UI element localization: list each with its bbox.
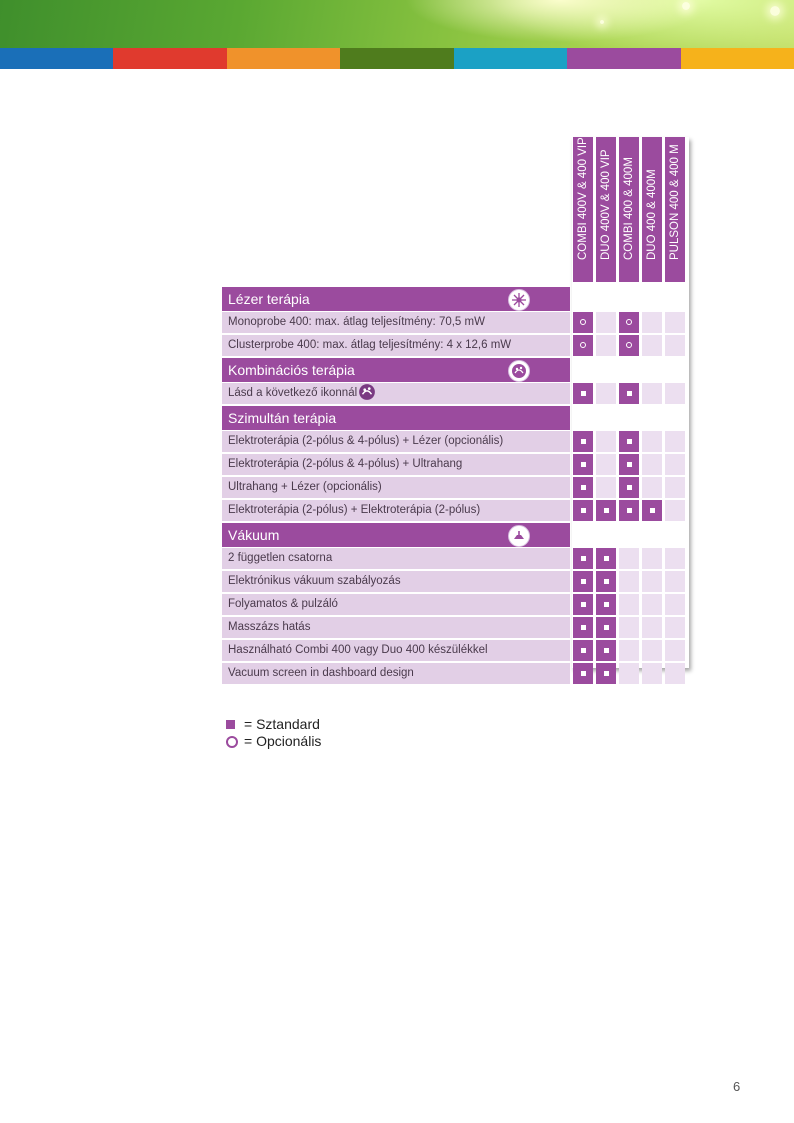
- table-cell: [619, 594, 639, 615]
- optional-circle-icon: [580, 342, 586, 348]
- row-label-text: Monoprobe 400: max. átlag teljesítmény: 70,5 mW: [228, 316, 485, 328]
- standard-square-icon: [581, 439, 586, 444]
- column-header: [596, 137, 616, 282]
- legend-optional: = Opcionális: [226, 733, 321, 750]
- row-label-text: 2 független csatorna: [228, 552, 333, 564]
- standard-square-icon: [581, 648, 586, 653]
- column-header-label: DUO 400V & 400 VIP: [600, 149, 612, 260]
- standard-square-icon: [581, 625, 586, 630]
- header-banner: [0, 0, 794, 48]
- standard-square-icon: [581, 462, 586, 467]
- table-cell: [665, 335, 685, 356]
- combination-icon: [358, 383, 376, 401]
- row-label-text: Lásd a következő ikonnál: [228, 387, 358, 399]
- section-title: Kombinációs terápia: [222, 358, 570, 382]
- standard-square-icon: [581, 579, 586, 584]
- row-label-text: Masszázs hatás: [228, 621, 311, 633]
- table-cell: [619, 312, 639, 333]
- table-cell: [665, 571, 685, 592]
- table-cell: [573, 663, 593, 684]
- table-cell: [596, 571, 616, 592]
- standard-square-icon: [581, 602, 586, 607]
- optional-circle-icon: [580, 319, 586, 325]
- row-label: [222, 594, 570, 615]
- table-cell: [573, 431, 593, 452]
- table-cell: [642, 571, 662, 592]
- standard-square-icon: [581, 671, 586, 676]
- table-cell: [596, 548, 616, 569]
- table-cell: [619, 500, 639, 521]
- table-cell: [573, 477, 593, 498]
- table-cell: [573, 454, 593, 475]
- table-cell: [596, 477, 616, 498]
- table-cell: [665, 312, 685, 333]
- standard-square-icon: [581, 485, 586, 490]
- standard-square-icon: [581, 556, 586, 561]
- table-cell: [619, 335, 639, 356]
- row-label: [222, 548, 570, 569]
- table-cell: [619, 663, 639, 684]
- table-cell: [642, 383, 662, 404]
- vacuum-icon: [508, 525, 530, 547]
- color-stripe: [681, 48, 794, 69]
- legend: [226, 716, 321, 750]
- standard-square-icon: [627, 439, 632, 444]
- row-label-text: Clusterprobe 400: max. átlag teljesítmény: 4 x 12,6 mW: [228, 339, 512, 351]
- standard-square-icon: [627, 485, 632, 490]
- optional-circle-icon: [226, 736, 238, 748]
- table-cell: [596, 383, 616, 404]
- standard-square-icon: [627, 508, 632, 513]
- column-header-label: COMBI 400V & 400 VIP: [577, 137, 589, 260]
- column-header-label: PULSON 400 & 400 M: [669, 144, 681, 260]
- column-header: [573, 137, 593, 282]
- table-cell: [596, 663, 616, 684]
- table-cell: [665, 454, 685, 475]
- optional-circle-icon: [626, 319, 632, 325]
- column-header: [619, 137, 639, 282]
- table-cell: [642, 454, 662, 475]
- standard-square-icon: [604, 648, 609, 653]
- standard-square-icon: [226, 720, 235, 729]
- table-cell: [665, 477, 685, 498]
- table-cell: [665, 617, 685, 638]
- standard-square-icon: [627, 391, 632, 396]
- table-cell: [665, 548, 685, 569]
- section-title: Vákuum: [222, 523, 570, 547]
- table-cell: [596, 335, 616, 356]
- table-cell: [665, 640, 685, 661]
- row-label: [222, 663, 570, 684]
- row-label-text: Ultrahang + Lézer (opcionális): [228, 481, 382, 493]
- color-stripe: [567, 48, 680, 69]
- row-label: [222, 640, 570, 661]
- optional-circle-icon: [626, 342, 632, 348]
- standard-square-icon: [604, 625, 609, 630]
- row-label-text: Elektroterápia (2-pólus & 4-pólus) + Lézer (opcionális): [228, 435, 504, 447]
- column-header: [665, 137, 685, 282]
- table-cell: [573, 335, 593, 356]
- table-cell: [619, 548, 639, 569]
- table-cell: [665, 594, 685, 615]
- standard-square-icon: [581, 508, 586, 513]
- row-label-text: Vacuum screen in dashboard design: [228, 667, 414, 679]
- table-cell: [642, 477, 662, 498]
- table-cell: [596, 454, 616, 475]
- table-cell: [573, 500, 593, 521]
- row-label: [222, 477, 570, 498]
- table-cell: [642, 335, 662, 356]
- laser-icon: [508, 289, 530, 311]
- table-cell: [596, 594, 616, 615]
- table-cell: [573, 383, 593, 404]
- standard-square-icon: [581, 391, 586, 396]
- table-cell: [596, 431, 616, 452]
- standard-square-icon: [604, 556, 609, 561]
- table-cell: [665, 500, 685, 521]
- table-cell: [642, 548, 662, 569]
- section-title: Szimultán terápia: [222, 406, 570, 430]
- table-cell: [619, 640, 639, 661]
- color-stripe: [454, 48, 567, 69]
- table-cell: [642, 500, 662, 521]
- table-cell: [665, 431, 685, 452]
- color-stripe: [113, 48, 226, 69]
- row-label: [222, 312, 570, 333]
- row-label-text: Használható Combi 400 vagy Duo 400 készülékkel: [228, 644, 488, 656]
- row-label-text: Folyamatos & pulzáló: [228, 598, 338, 610]
- standard-square-icon: [604, 508, 609, 513]
- column-header-label: DUO 400 & 400M: [646, 169, 658, 260]
- standard-square-icon: [627, 462, 632, 467]
- table-cell: [642, 663, 662, 684]
- table-cell: [596, 617, 616, 638]
- row-label: [222, 500, 570, 521]
- table-cell: [596, 312, 616, 333]
- table-cell: [642, 594, 662, 615]
- table-cell: [573, 548, 593, 569]
- standard-square-icon: [604, 602, 609, 607]
- table-cell: [573, 640, 593, 661]
- row-label: [222, 335, 570, 356]
- color-stripe-bar: [0, 48, 794, 69]
- section-title: Lézer terápia: [222, 287, 570, 311]
- column-header: [642, 137, 662, 282]
- combination-icon: [508, 360, 530, 382]
- table-cell: [619, 617, 639, 638]
- table-cell: [619, 431, 639, 452]
- table-cell: [619, 571, 639, 592]
- table-cell: [619, 383, 639, 404]
- table-cell: [665, 663, 685, 684]
- table-cell: [665, 383, 685, 404]
- table-cell: [642, 312, 662, 333]
- table-cell: [573, 571, 593, 592]
- standard-square-icon: [650, 508, 655, 513]
- table-cell: [619, 454, 639, 475]
- column-header-label: COMBI 400 & 400M: [623, 157, 635, 260]
- table-cell: [573, 617, 593, 638]
- table-cell: [573, 312, 593, 333]
- standard-square-icon: [604, 579, 609, 584]
- row-label: [222, 571, 570, 592]
- row-label-text: Elektrónikus vákuum szabályozás: [228, 575, 401, 587]
- table-cell: [596, 640, 616, 661]
- legend-standard: = Sztandard: [226, 716, 321, 733]
- row-label: [222, 454, 570, 475]
- row-label: [222, 431, 570, 452]
- row-label: [222, 383, 570, 404]
- table-cell: [573, 594, 593, 615]
- table-cell: [642, 431, 662, 452]
- table-cell: [642, 617, 662, 638]
- table-cell: [596, 500, 616, 521]
- color-stripe: [0, 48, 113, 69]
- page-number: 6: [733, 1079, 741, 1094]
- table-cell: [642, 640, 662, 661]
- color-stripe: [340, 48, 453, 69]
- table-cell: [619, 477, 639, 498]
- row-label-text: Elektroterápia (2-pólus & 4-pólus) + Ultrahang: [228, 458, 463, 470]
- color-stripe: [227, 48, 340, 69]
- row-label-text: Elektroterápia (2-pólus) + Elektroterápia (2-pólus): [228, 504, 481, 516]
- row-label: [222, 617, 570, 638]
- standard-square-icon: [604, 671, 609, 676]
